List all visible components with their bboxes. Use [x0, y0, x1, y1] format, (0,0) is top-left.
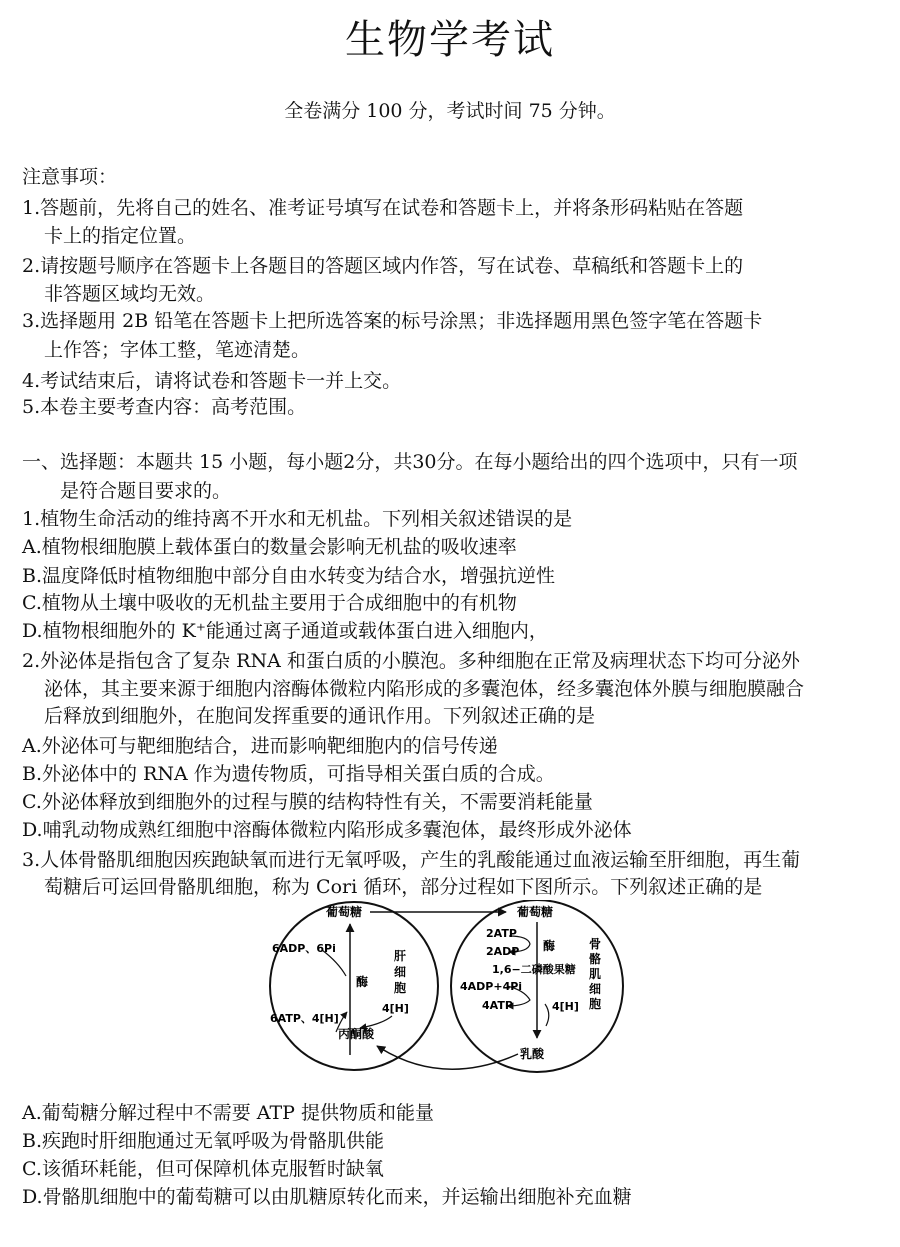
answer-option: C.植物从土壤中吸收的无机盐主要用于合成细胞中的有机物 — [22, 592, 517, 614]
liver-glucose: 葡萄糖 — [326, 905, 363, 919]
answer-option: B.疾跑时肝细胞通过无氧呼吸为骨骼肌供能 — [22, 1130, 385, 1152]
muscle-h-label: 4[H] — [552, 1000, 579, 1013]
answer-option: C.该循环耗能，但可保障机体克服暂时缺氧 — [22, 1158, 384, 1180]
muscle-cell-label: 骨 骼 肌 细 胞 — [589, 937, 602, 1011]
answer-option: D.骨骼肌细胞中的葡萄糖可以由肌糖原转化而来，并运输出细胞补充血糖 — [22, 1186, 632, 1208]
muscle-atp-in: 2ATP — [486, 927, 517, 940]
question-stem: 1.植物生命活动的维持离不开水和无机盐。下列相关叙述错误的是 — [22, 508, 573, 530]
notice-item-cont: 非答题区域均无效。 — [44, 283, 216, 305]
notice-item: 4.考试结束后，请将试卷和答题卡一并上交。 — [22, 370, 402, 392]
question-stem-cont: 泌体，其主要来源于细胞内溶酶体微粒内陷形成的多囊泡体，经多囊泡体外膜与细胞膜融合 — [44, 678, 805, 700]
liver-adp-label: 6ADP、6Pi — [272, 942, 336, 955]
muscle-enzyme-label: 酶 — [543, 939, 556, 953]
muscle-adp-in: 4ADP+4Pi — [460, 980, 523, 993]
question-stem: 2.外泌体是指包含了复杂 RNA 和蛋白质的小膜泡。多种细胞在正常及病理状态下均可分泌外 — [22, 650, 800, 672]
muscle-fructose: 1,6−二磷酸果糖 — [492, 963, 576, 976]
muscle-atp-out: 4ATP — [482, 999, 513, 1012]
answer-option: B.温度降低时植物细胞中部分自由水转变为结合水，增强抗逆性 — [22, 565, 556, 587]
cori-cycle-diagram — [262, 900, 632, 1080]
exam-subtitle: 全卷满分 100 分，考试时间 75 分钟。 — [284, 100, 616, 122]
question-stem: 3.人体骨骼肌细胞因疾跑缺氧而进行无氧呼吸，产生的乳酸能通过血液运输至肝细胞，再生葡 — [22, 849, 801, 871]
notice-item: 5.本卷主要考查内容：高考范围。 — [22, 396, 307, 418]
liver-h-label: 4[H] — [382, 1002, 409, 1015]
liver-pyruvate: 丙酮酸 — [338, 1027, 375, 1041]
muscle-glucose: 葡萄糖 — [517, 905, 554, 919]
notice-item: 2.请按题号顺序在答题卡上各题目的答题区域内作答，写在试卷、草稿纸和答题卡上的 — [22, 255, 744, 277]
notice-item-cont: 卡上的指定位置。 — [44, 225, 197, 247]
section-heading: 一、选择题：本题共 15 小题，每小题2分，共30分。在每小题给出的四个选项中，只有一项 — [22, 451, 798, 473]
notice-item: 3.选择题用 2B 铅笔在答题卡上把所选答案的标号涂黑；非选择题用黑色签字笔在答题卡 — [22, 310, 763, 332]
notice-item: 1.答题前，先将自己的姓名、准考证号填写在试卷和答题卡上，并将条形码粘贴在答题 — [22, 197, 744, 219]
answer-option: D.植物根细胞外的 K⁺能通过离子通道或载体蛋白进入细胞内， — [22, 620, 548, 642]
exam-title: 生物学考试 — [345, 17, 555, 63]
liver-enzyme-label: 酶 — [356, 975, 369, 989]
answer-option: A.葡萄糖分解过程中不需要 ATP 提供物质和能量 — [22, 1102, 434, 1124]
notice-heading: 注意事项： — [22, 166, 118, 188]
answer-option: A.外泌体可与靶细胞结合，进而影响靶细胞内的信号传递 — [22, 735, 498, 757]
muscle-adp-out: 2ADP — [486, 945, 520, 958]
liver-cell-outline — [270, 902, 438, 1070]
muscle-lactate: 乳酸 — [520, 1047, 545, 1061]
answer-option: B.外泌体中的 RNA 作为遗传物质，可指导相关蛋白质的合成。 — [22, 763, 555, 785]
question-stem-cont: 后释放到细胞外，在胞间发挥重要的通讯作用。下列叙述正确的是 — [44, 705, 596, 727]
section-heading-cont: 是符合题目要求的。 — [60, 480, 232, 502]
notice-item-cont: 上作答；字体工整，笔迹清楚。 — [44, 339, 311, 361]
answer-option: C.外泌体释放到细胞外的过程与膜的结构特性有关，不需要消耗能量 — [22, 791, 593, 813]
answer-option: D.哺乳动物成熟红细胞中溶酶体微粒内陷形成多囊泡体，最终形成外泌体 — [22, 819, 632, 841]
question-stem-cont: 萄糖后可运回骨骼肌细胞，称为 Cori 循环，部分过程如下图所示。下列叙述正确的是 — [44, 876, 763, 898]
liver-cell-label: 肝 细 胞 — [394, 949, 407, 995]
answer-option: A.植物根细胞膜上载体蛋白的数量会影响无机盐的吸收速率 — [22, 536, 517, 558]
liver-atp-label: 6ATP、4[H] — [270, 1012, 339, 1025]
